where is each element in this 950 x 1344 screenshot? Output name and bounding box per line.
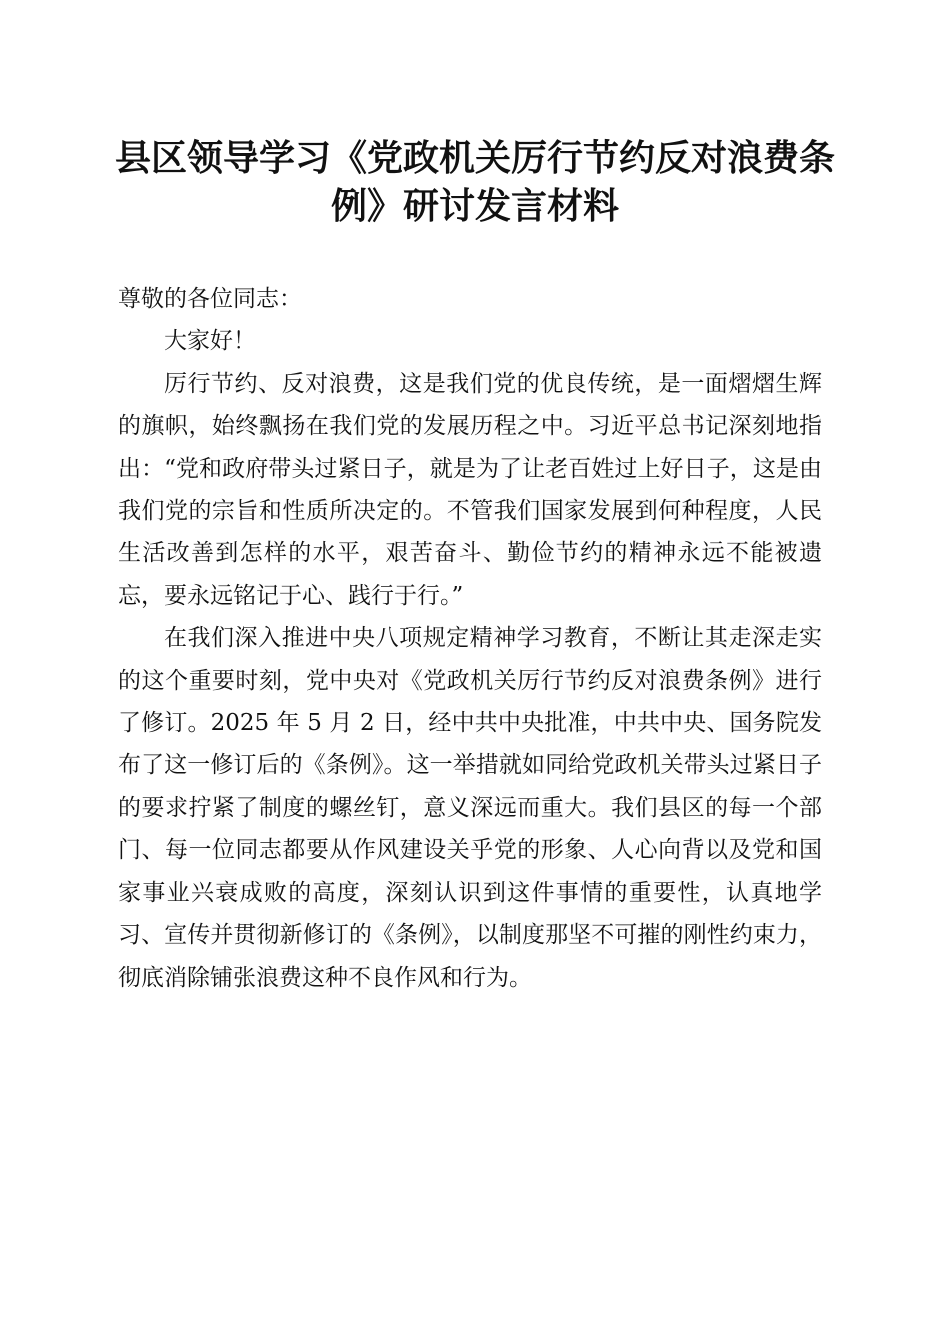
document-title: 县区领导学习《党政机关厉行节约反对浪费条例》研讨发言材料 <box>114 137 835 227</box>
salutation: 尊敬的各位同志： <box>118 286 302 312</box>
document-body <box>118 278 822 999</box>
paragraph-2: 在我们深入推进中央八项规定精神学习教育，不断让其走深走实的这个重要时刻，党中央对《党政机关厉行节约反对浪费条例》进行了修订。2025 年 5 月 2 日，经中共中央批准，中共中央、国务院发布了这一修订后的《条例》。这一举措就如同给党政机关带头过紧日子的要求拧紧了制度的螺丝钉，意义深远而重大。我们县区的每一个部门、每一位同志都要从作风建设关乎党的形象、人心向背以及党和国家事业兴衰成败的高度，深刻认识到这件事情的重要性，认真地学习、宣传并贯彻新修订的《条例》，以制度那坚不可摧的刚性约束力，彻底消除铺张浪费这种不良作风和行为。 <box>118 625 822 991</box>
paragraph-1: 厉行节约、反对浪费，这是我们党的优良传统，是一面熠熠生辉的旗帜，始终飘扬在我们党的发展历程之中。习近平总书记深刻地指出：“党和政府带头过紧日子，就是为了让老百姓过上好日子，这是由我们党的宗旨和性质所决定的。不管我们国家发展到何种程度，人民生活改善到怎样的水平，艰苦奋斗、勤俭节约的精神永远不能被遗忘，要永远铭记于心、践行于行。” <box>118 370 822 609</box>
greeting: 大家好！ <box>164 328 256 355</box>
